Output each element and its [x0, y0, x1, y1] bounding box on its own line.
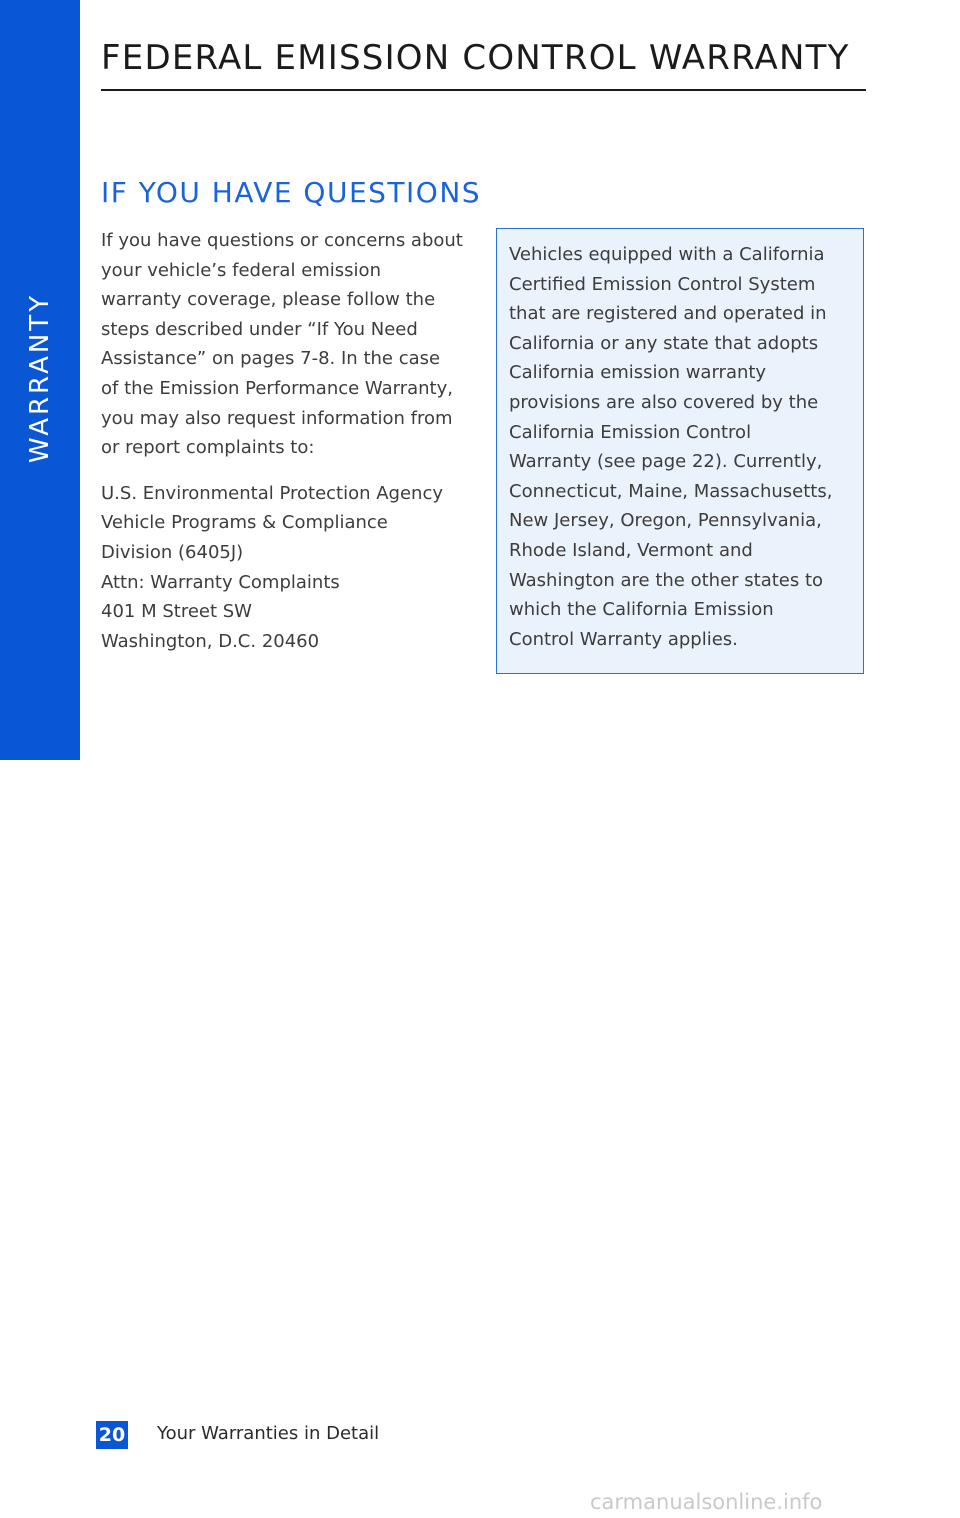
intro-line: of the Emission Performance Warranty, — [101, 377, 453, 399]
section-heading: IF YOU HAVE QUESTIONS — [101, 176, 482, 209]
paragraph-spacer — [101, 463, 471, 479]
note-line: which the California Emission — [509, 599, 774, 621]
note-line: Vehicles equipped with a California — [509, 244, 825, 265]
side-tab-label: WARRANTY — [25, 292, 55, 464]
note-line: California emission warranty — [509, 362, 767, 384]
note-line: New Jersey, Oregon, Pennsylvania, — [509, 510, 822, 532]
body-column — [101, 226, 471, 656]
intro-line: steps described under “If You Need — [101, 318, 418, 340]
address-line: U.S. Environmental Protection Agency — [101, 482, 444, 504]
note-line: provisions are also covered by the — [509, 391, 819, 413]
note-line: Control Warranty applies. — [509, 628, 738, 650]
intro-line: warranty coverage, please follow the — [101, 289, 436, 311]
epa-address — [101, 479, 471, 657]
page-number-badge: 20 — [96, 1421, 128, 1449]
note-line: that are registered and operated in — [509, 303, 827, 325]
note-line: Certified Emission Control System — [509, 273, 816, 295]
intro-paragraph — [101, 226, 471, 463]
footer-section-label: Your Warranties in Detail — [157, 1423, 380, 1444]
address-line: Washington, D.C. 20460 — [101, 630, 320, 652]
intro-line: If you have questions or concerns about — [101, 230, 463, 251]
note-line: Connecticut, Maine, Massachusetts, — [509, 480, 833, 502]
page-title: FEDERAL EMISSION CONTROL WARRANTY — [101, 38, 850, 78]
side-tab — [0, 0, 80, 760]
address-line: Attn: Warranty Complaints — [101, 571, 340, 593]
intro-line: Assistance” on pages 7-8. In the case — [101, 348, 441, 370]
note-line: Washington are the other states to — [509, 569, 824, 591]
intro-line: you may also request information from — [101, 407, 453, 429]
address-line: 401 M Street SW — [101, 601, 252, 623]
note-line: California or any state that adopts — [509, 332, 819, 354]
note-line: California Emission Control — [509, 421, 752, 443]
note-line: Rhode Island, Vermont and — [509, 539, 753, 561]
intro-line: your vehicle’s federal emission — [101, 259, 381, 281]
intro-line: or report complaints to: — [101, 437, 315, 459]
california-note-box — [496, 228, 864, 674]
watermark: carmanualsonline.info — [590, 1490, 823, 1514]
address-line: Division (6405J) — [101, 541, 244, 563]
note-line: Warranty (see page 22). Currently, — [509, 451, 823, 473]
address-line: Vehicle Programs & Compliance — [101, 512, 388, 534]
title-divider — [101, 89, 866, 91]
